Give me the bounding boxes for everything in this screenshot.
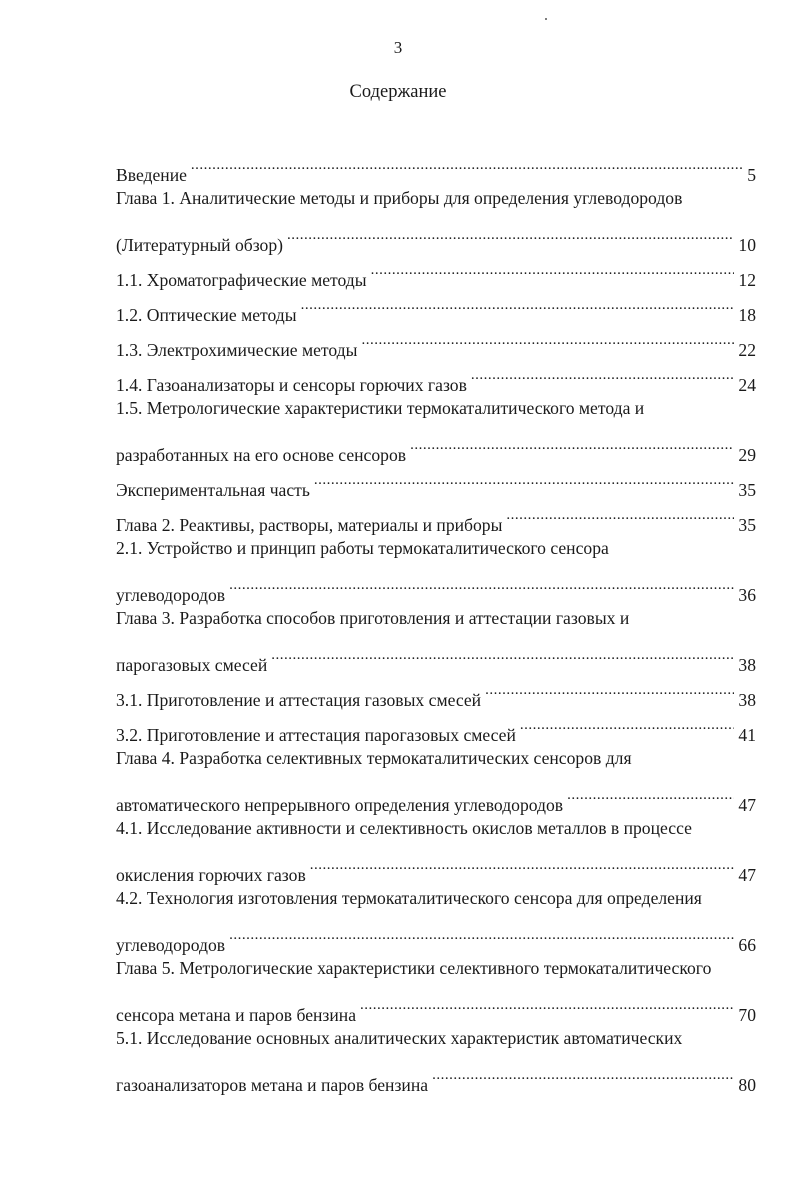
toc-page-number: 80 bbox=[738, 1075, 756, 1095]
dot-leader bbox=[567, 776, 734, 811]
toc-entry-line bbox=[116, 986, 756, 1025]
dot-leader bbox=[229, 566, 734, 601]
toc-page-number: 22 bbox=[738, 340, 756, 360]
toc-page-number: 24 bbox=[738, 375, 756, 395]
toc-entry-text: 1.3. Электрохимические методы bbox=[116, 340, 358, 360]
toc-entry-line bbox=[116, 1021, 756, 1056]
toc-entry-line bbox=[116, 566, 756, 605]
toc-entry-text: 5.1. Исследование основных аналитических характеристик автоматических bbox=[116, 1028, 683, 1048]
toc-entry-text: 1.5. Метрологические характеристики термокаталитического метода и bbox=[116, 398, 645, 418]
toc-page-number: 18 bbox=[738, 305, 756, 325]
toc-entry-line bbox=[116, 391, 756, 426]
dot-leader bbox=[506, 496, 734, 531]
dot-leader bbox=[314, 461, 735, 496]
toc-entry-text: 3.2. Приготовление и аттестация парогазовых смесей bbox=[116, 725, 516, 745]
dot-leader bbox=[371, 251, 735, 286]
toc-entry-text: Глава 5. Метрологические характеристики селективного термокаталитического bbox=[116, 958, 712, 978]
toc-page-number: 38 bbox=[738, 655, 756, 675]
toc-entry-line bbox=[116, 846, 756, 885]
toc-entry-text: Глава 2. Реактивы, растворы, материалы и приборы bbox=[116, 515, 503, 535]
toc-entry-text: 3.1. Приготовление и аттестация газовых смесей bbox=[116, 690, 482, 710]
toc-page-number: 5 bbox=[747, 165, 756, 185]
toc-page-number: 35 bbox=[738, 480, 756, 500]
toc-entry-text: окисления горючих газов bbox=[116, 865, 306, 885]
toc-page-number: 41 bbox=[738, 725, 756, 745]
toc-page-number: 70 bbox=[738, 1005, 756, 1025]
toc-entry-text: парогазовых смесей bbox=[116, 655, 268, 675]
toc-entry-text: 4.1. Исследование активности и селективность окислов металлов в процессе bbox=[116, 818, 692, 838]
toc-entry-line bbox=[116, 531, 756, 566]
toc-entry-line bbox=[116, 636, 756, 675]
toc-entry-text: (Литературный обзор) bbox=[116, 235, 284, 255]
toc-page-number: 10 bbox=[738, 235, 756, 255]
toc-entry-line bbox=[116, 881, 756, 916]
dot-leader bbox=[360, 986, 734, 1021]
toc-entry-line bbox=[116, 146, 756, 185]
toc-entry-line bbox=[116, 951, 756, 986]
dot-leader bbox=[471, 356, 735, 391]
toc-entry-text: 1.4. Газоанализаторы и сенсоры горючих газов bbox=[116, 375, 467, 395]
dot-leader bbox=[432, 1056, 734, 1091]
toc-entry-text: разработанных на его основе сенсоров bbox=[116, 445, 407, 465]
toc-page-number: 47 bbox=[738, 865, 756, 885]
toc-page-number: 47 bbox=[738, 795, 756, 815]
toc-entry-text: углеводородов bbox=[116, 585, 226, 605]
toc-entry-text: сенсора метана и паров бензина bbox=[116, 1005, 357, 1025]
toc-entry-line bbox=[116, 916, 756, 955]
toc-entry-text: 1.2. Оптические методы bbox=[116, 305, 297, 325]
toc-page-number: 35 bbox=[738, 515, 756, 535]
toc-entry-text: углеводородов bbox=[116, 935, 226, 955]
toc-entry-line bbox=[116, 601, 756, 636]
toc-page-number: 12 bbox=[738, 270, 756, 290]
toc-entry-text: Глава 1. Аналитические методы и приборы для определения углеводородов bbox=[116, 188, 683, 208]
scan-speck bbox=[545, 18, 547, 20]
dot-leader bbox=[485, 671, 734, 706]
toc-entry-text: 2.1. Устройство и принцип работы термокаталитического сенсора bbox=[116, 538, 609, 558]
page-title: Содержание bbox=[349, 82, 447, 102]
toc-entry-text: автоматического непрерывного определения углеводородов bbox=[116, 795, 564, 815]
dot-leader bbox=[361, 321, 734, 356]
toc-page-number: 66 bbox=[738, 935, 756, 955]
toc-entry-line bbox=[116, 1056, 756, 1095]
dot-leader bbox=[229, 916, 734, 951]
toc-entry-text: 4.2. Технология изготовления термокаталитического сенсора для определения bbox=[116, 888, 702, 908]
toc-entry-line bbox=[116, 776, 756, 815]
toc-entry-line bbox=[116, 181, 756, 216]
toc-entry-text: Введение bbox=[116, 165, 187, 185]
toc-entry-text: Экспериментальная часть bbox=[116, 480, 310, 500]
toc-entry-line bbox=[116, 741, 756, 776]
toc-entry-text: Глава 4. Разработка селективных термокаталитических сенсоров для bbox=[116, 748, 632, 768]
toc-page-number: 29 bbox=[738, 445, 756, 465]
toc-entry-text: газоанализаторов метана и паров бензина bbox=[116, 1075, 429, 1095]
toc-entry-text: Глава 3. Разработка способов приготовления и аттестации газовых и bbox=[116, 608, 630, 628]
toc-entry-line bbox=[116, 811, 756, 846]
dot-leader bbox=[301, 286, 735, 321]
dot-leader bbox=[191, 146, 743, 181]
page-number: 3 bbox=[393, 38, 403, 57]
dot-leader bbox=[310, 846, 735, 881]
toc-entry-line bbox=[116, 216, 756, 255]
toc-page-number: 36 bbox=[738, 585, 756, 605]
dot-leader bbox=[520, 706, 735, 741]
toc-page-number: 38 bbox=[738, 690, 756, 710]
dot-leader bbox=[287, 216, 734, 251]
toc-entry-line bbox=[116, 426, 756, 465]
dot-leader bbox=[410, 426, 734, 461]
table-of-contents bbox=[116, 146, 756, 1095]
dot-leader bbox=[271, 636, 734, 671]
toc-entry-text: 1.1. Хроматографические методы bbox=[116, 270, 367, 290]
